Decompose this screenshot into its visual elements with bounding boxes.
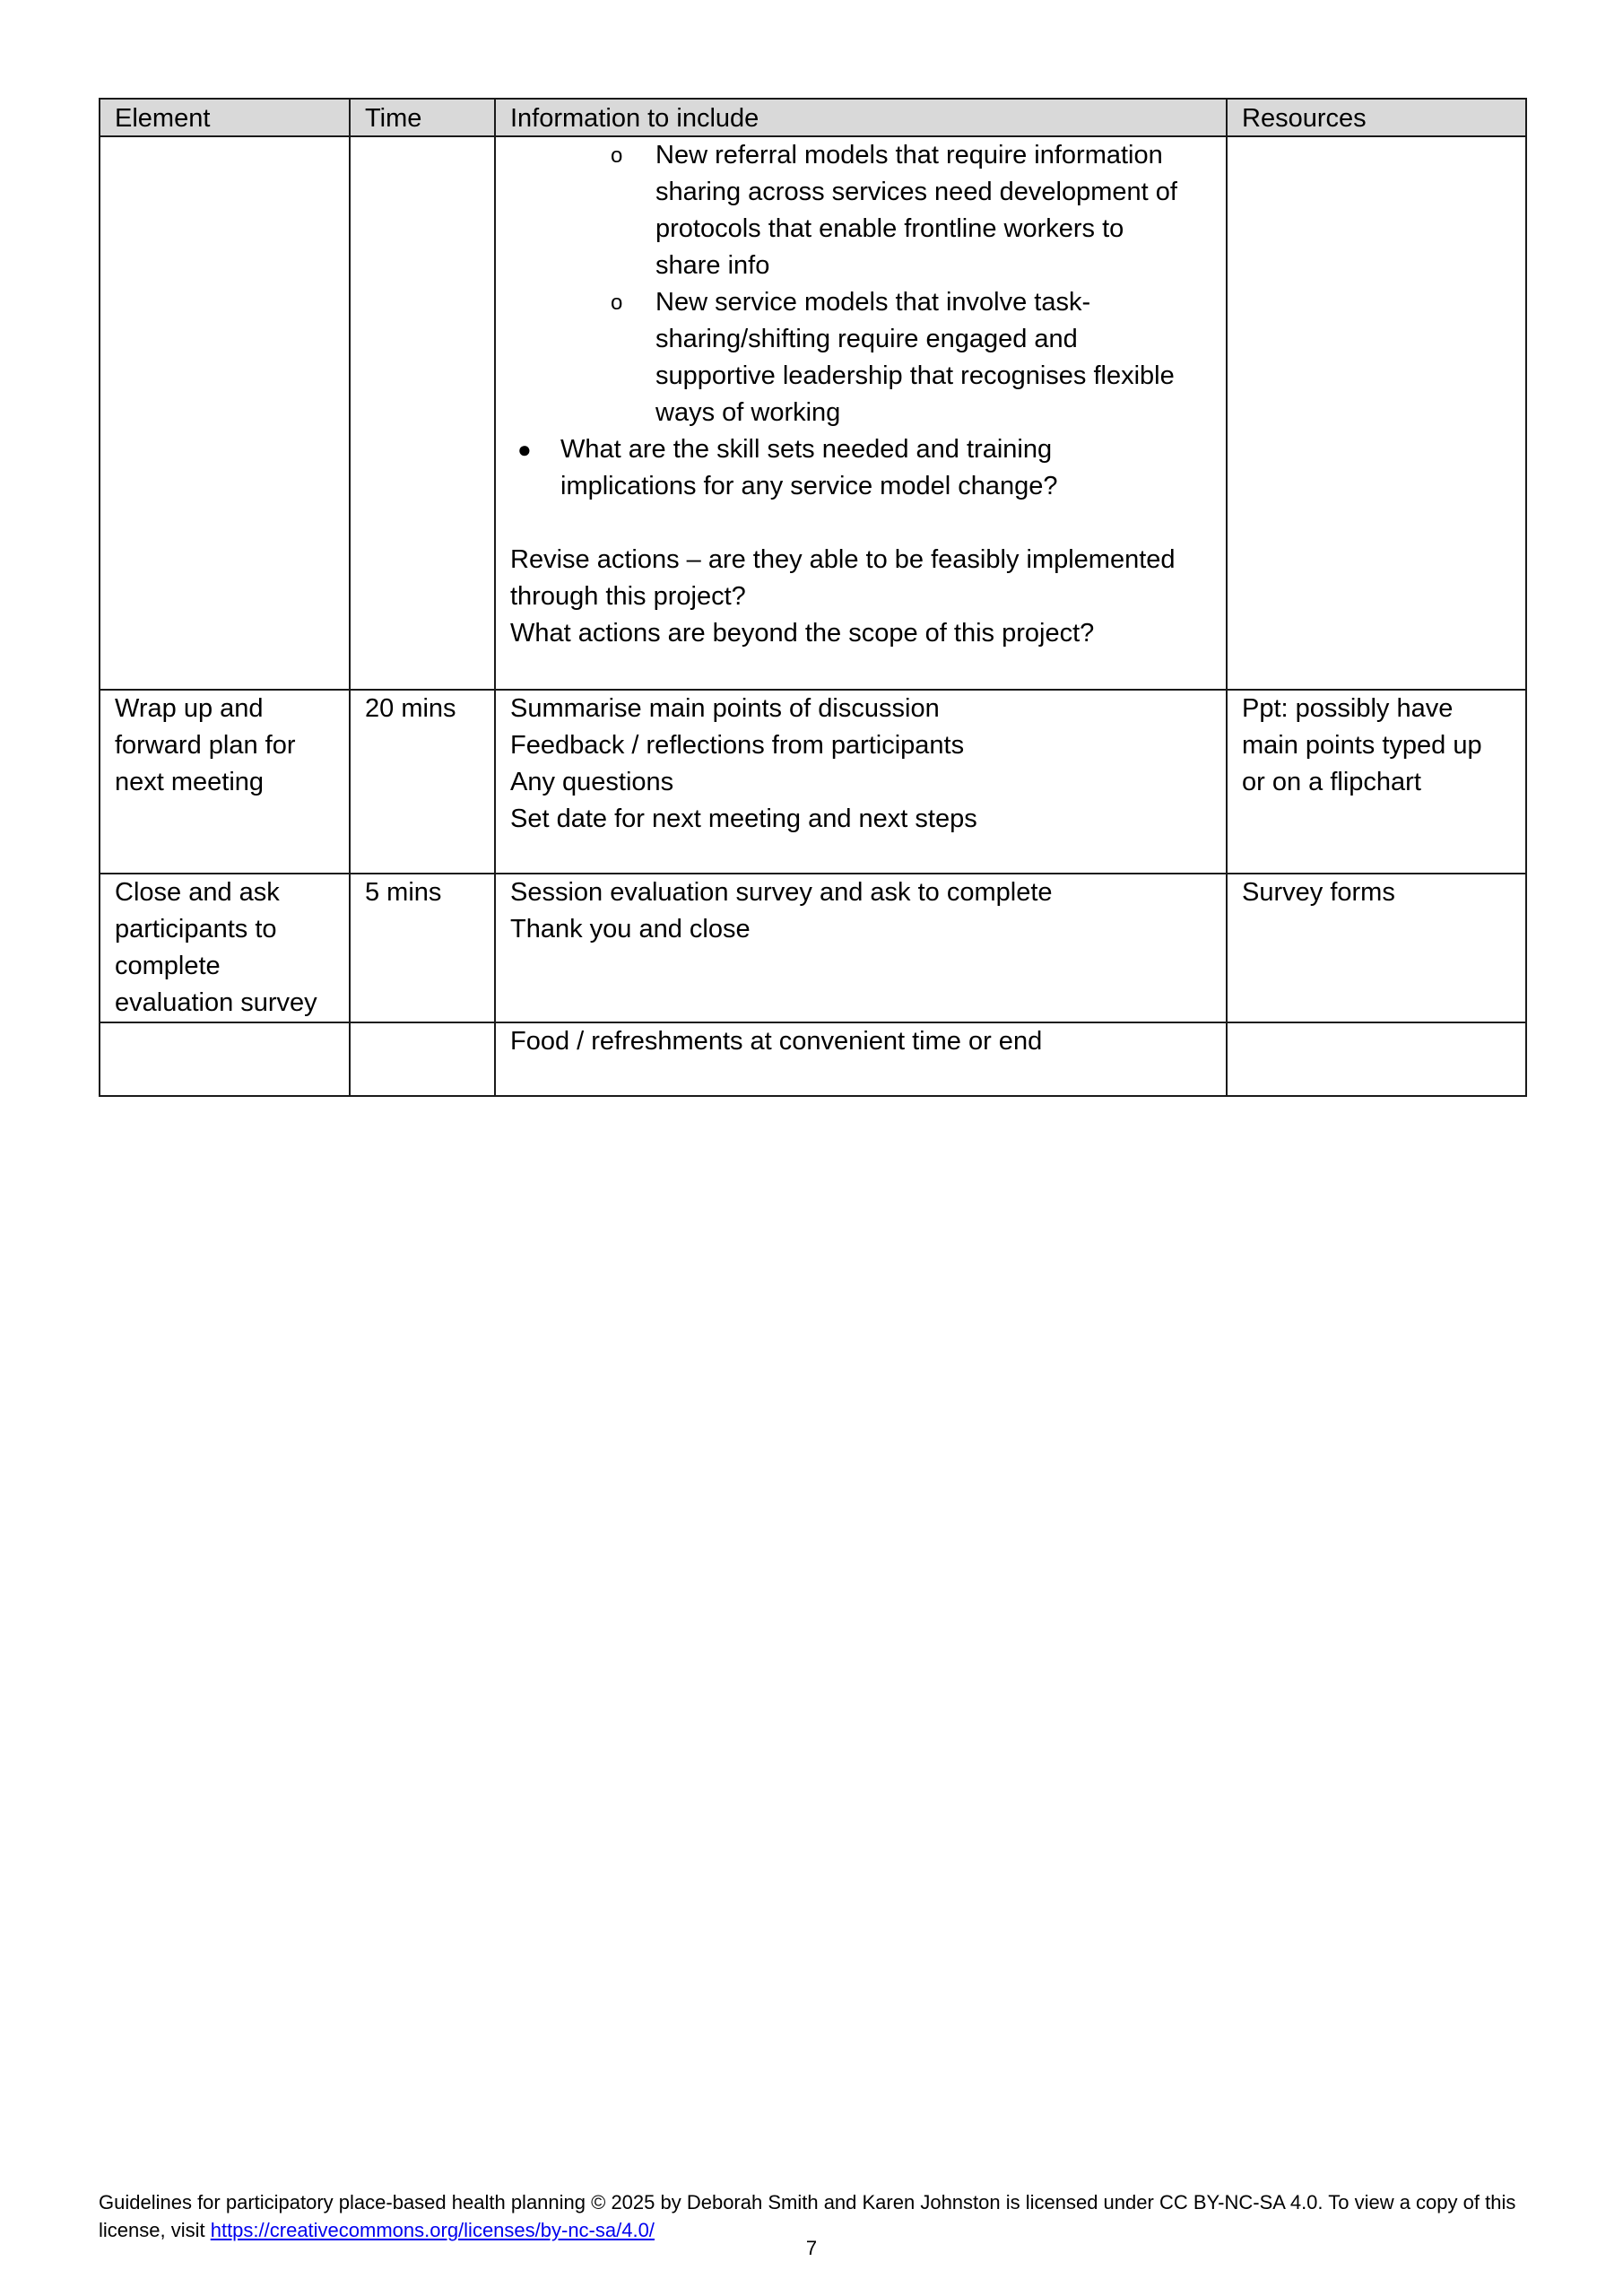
footer-license-text: Guidelines for participatory place-based health planning © 2025 by Deborah Smith and Karen Johnston is licensed under CC BY-NC-SA 4.0. To view a copy of this (99, 2191, 1516, 2213)
sub-list-item: o New service models that involve task- sharing/shifting require engaged and supportive leadership that recognises flexible ways of working (510, 284, 1211, 431)
cell-time (350, 136, 495, 690)
header-time: Time (350, 99, 495, 136)
revise-actions-paragraph: Revise actions – are they able to be feasibly implemented through this project? What actions are beyond the scope of this project? (510, 545, 1176, 648)
license-footer (99, 2188, 1533, 2244)
cell-time (350, 1022, 495, 1096)
table-header-row (100, 99, 1526, 136)
cell-element: Wrap up and forward plan for next meeting (100, 690, 350, 874)
header-information: Information to include (495, 99, 1227, 136)
cell-time: 5 mins (350, 874, 495, 1022)
cell-time: 20 mins (350, 690, 495, 874)
cell-information: Session evaluation survey and ask to complete Thank you and close (495, 874, 1227, 1022)
cell-element: Close and ask participants to complete evaluation survey (100, 874, 350, 1022)
header-element: Element (100, 99, 350, 136)
list-item: ● What are the skill sets needed and training implications for any service model change? (510, 431, 1211, 505)
cell-information: Summarise main points of discussion Feedback / reflections from participants Any questions Set date for next meeting and next steps (495, 690, 1227, 874)
header-resources: Resources (1227, 99, 1526, 136)
cell-information (495, 136, 1227, 690)
sub-list-item: o New referral models that require information sharing across services need development of protocols that enable frontline workers to share info (510, 137, 1211, 284)
table-row (100, 690, 1526, 874)
hollow-circle-bullet-icon: o (611, 291, 623, 315)
session-plan-table (99, 98, 1527, 1097)
cell-resources (1227, 1022, 1526, 1096)
cell-element (100, 136, 350, 690)
cell-resources (1227, 136, 1526, 690)
filled-disc-bullet-icon: ● (517, 436, 532, 463)
cell-resources: Ppt: possibly have main points typed up or on a flipchart (1227, 690, 1526, 874)
table-row (100, 136, 1526, 690)
cell-element (100, 1022, 350, 1096)
footer-license-prefix: license, visit (99, 2219, 211, 2241)
cell-resources: Survey forms (1227, 874, 1526, 1022)
cell-information: Food / refreshments at convenient time or end (495, 1022, 1227, 1096)
table-row (100, 1022, 1526, 1096)
page-number: 7 (805, 2237, 818, 2259)
license-link[interactable]: https://creativecommons.org/licenses/by-nc-sa/4.0/ (210, 2219, 655, 2241)
hollow-circle-bullet-icon: o (611, 144, 623, 168)
table-row (100, 874, 1526, 1022)
